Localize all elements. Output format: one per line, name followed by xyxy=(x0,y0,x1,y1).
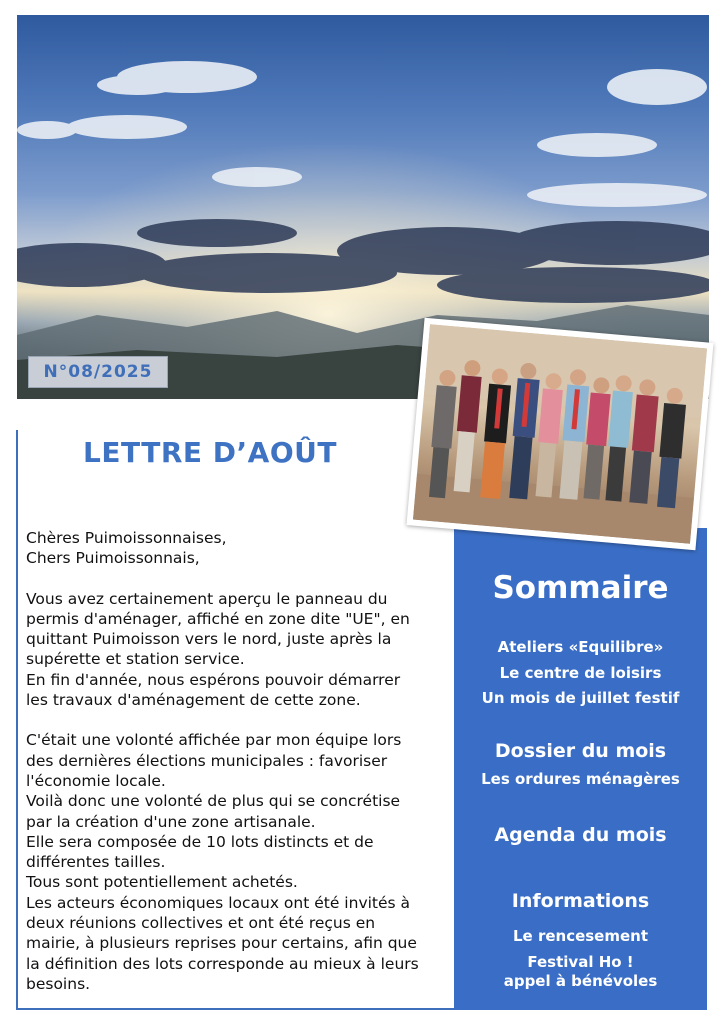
letter-paragraph: Tous sont potentiellement achetés. xyxy=(26,873,298,892)
letter-paragraph: En fin d'année, nous espérons pouvoir démarrer les travaux d'aménagement de cette zone. xyxy=(26,670,401,710)
group-photo-frame xyxy=(406,318,713,550)
left-frame-line xyxy=(16,430,18,1010)
letter-paragraph: Vous avez certainement aperçu le panneau du permis d'aménager, affiché en zone dite "UE", en quittant Puimoisson vers le nord, juste après la supérette et station service. xyxy=(26,589,410,669)
summary-item[interactable]: Le rencesement xyxy=(512,927,649,945)
summary-heading-agenda[interactable]: Agenda du mois xyxy=(494,824,667,846)
group-photo-illustration xyxy=(413,324,707,543)
summary-title: Sommaire xyxy=(492,570,669,606)
summary-item[interactable]: Un mois de juillet festif xyxy=(481,689,680,707)
salutation-line: Chères Puimoissonnaises, xyxy=(26,529,227,547)
issue-number: N°08/2025 xyxy=(43,362,153,382)
summary-item[interactable]: Ateliers «Equilibre» xyxy=(497,638,664,656)
summary-heading-info[interactable]: Informations xyxy=(511,890,650,912)
summary-item[interactable]: appel à bénévoles xyxy=(503,972,658,990)
letter-paragraph: C'était une volonté affichée par mon équipe lors des dernières élections municipales : favoriser l'économie locale. xyxy=(26,731,402,790)
mayor-letter xyxy=(26,528,426,994)
summary-item[interactable]: Festival Ho ! xyxy=(527,953,634,971)
letter-paragraph: Les acteurs économiques locaux ont été invités à deux réunions collectives et ont été reçus en mairie, à plusieurs reprises pour certains, afin que la définition des lots corresponde au mieux à leurs besoins. xyxy=(26,893,419,993)
group-photo xyxy=(413,324,707,543)
issue-number-badge xyxy=(28,356,168,388)
summary-item[interactable]: Les ordures ménagères xyxy=(481,770,680,788)
letter-paragraph: Voilà donc une volonté de plus qui se concrétise par la création d'une zone artisanale. xyxy=(26,792,401,831)
summary-item[interactable]: Le centre de loisirs xyxy=(499,664,662,682)
bottom-frame-line xyxy=(16,1008,454,1010)
letter-paragraph: Elle sera composée de 10 lots distincts et de différentes tailles. xyxy=(26,832,374,872)
summary-heading-dossier[interactable]: Dossier du mois xyxy=(494,740,667,762)
newsletter-title: LETTRE D’AOÛT xyxy=(83,436,337,469)
salutation-line: Chers Puimoissonnais, xyxy=(26,549,200,568)
summary-sidebar xyxy=(454,528,707,1010)
